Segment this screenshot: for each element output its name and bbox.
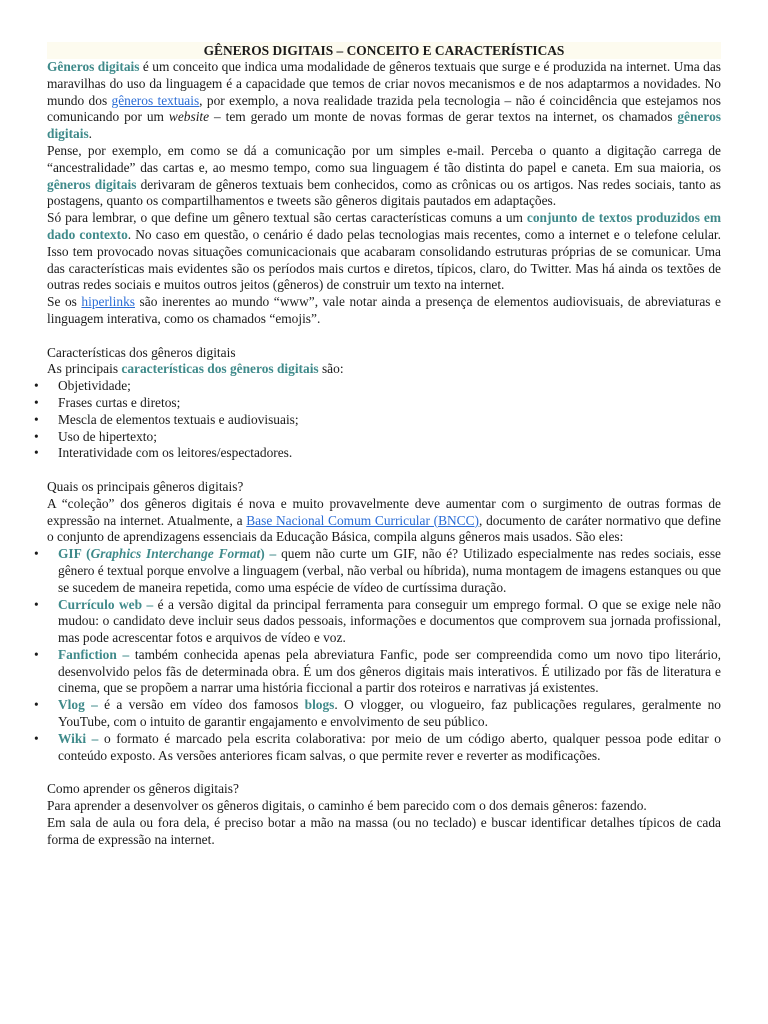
list-item: • Mescla de elementos textuais e audiovisuais; <box>47 412 721 429</box>
text-span: são inerentes ao mundo “www”, vale notar ainda a presença de elementos audiovisuais, de abreviaturas e linguagem interativa, como os chamados “emojis”. <box>47 294 721 326</box>
text-span: – tem gerado um monte de novas formas de gerar textos na internet, os chamados <box>209 109 678 125</box>
text-span: Só para lembrar, o que define um gênero textual são certas características comuns a um <box>47 210 527 226</box>
text-span: são: <box>318 361 344 377</box>
term-generos-digitais: gêneros digitais <box>47 109 721 142</box>
text-span: Pense, por exemplo, em como se dá a comunicação por um simples e-mail. Perceba o quanto a digitação carrega de “ancestralidade” das cartas e, ao mesmo tempo, como sua linguagem é tão distinta do papel e caneta. Em sua maioria, os <box>47 142 721 175</box>
intro-paragraph-3 <box>47 210 721 294</box>
list-item: • Uso de hipertexto; <box>47 429 721 446</box>
text-span: A “coleção” dos gêneros digitais é nova e muito provavelmente deve aumentar com o surgimento de outras formas de expressão na internet. Atualmente, a <box>47 495 721 528</box>
genre-description: é a versão em vídeo dos famosos <box>97 697 305 713</box>
list-item: • Interatividade com os leitores/espectadores. <box>47 445 721 462</box>
genre-name: ) – <box>260 546 277 562</box>
document-page <box>47 42 721 848</box>
text-span: é um conceito que indica uma modalidade de gêneros textuais que surge e é produzida na internet. Uma das maravilhas do uso da linguagem é a capacidade que temos de criar novos mecanismos e de nos adaptarmos a novidades. No mundo dos <box>47 59 722 108</box>
features-heading: Características dos gêneros digitais <box>47 344 236 360</box>
genre-name: GIF ( <box>58 546 91 562</box>
genre-description: quem não curte um GIF, não é? Utilizado especialmente nas redes sociais, esse gênero é textual porque envolve a linguagem (verbal, não verbal ou híbrida), numa montagem de imagens estanques ou que se sucedem de maneira repetida, como uma espécie de vídeo de curtíssima duração. <box>58 546 721 595</box>
features-lead <box>47 361 721 378</box>
link-generos-textuais[interactable]: gêneros textuais <box>111 92 200 108</box>
genre-item-curriculo-web <box>47 597 721 647</box>
term-blogs: blogs <box>304 697 335 713</box>
genre-description: também conhecida apenas pela abreviatura Fanfic, pode ser compreendida como um novo tipo literário, desenvolvido pelos fãs de determinada obra. É um dos gêneros digitais mais interativos. É utilizado por fãs de literatura e cinema, que se propõem a narrar uma história ficcional a partir dos roteiros e narrativas já existentes. <box>58 646 722 696</box>
genre-item-wiki <box>47 731 721 765</box>
page-title: GÊNEROS DIGITAIS – CONCEITO E CARACTERÍSTICAS <box>47 42 721 59</box>
features-list <box>47 378 721 462</box>
text-span: , documento de caráter normativo que define o conjunto de aprendizagens essenciais da Educação Básica, compila alguns gêneros mais usados. São eles: <box>47 512 721 545</box>
genres-heading: Quais os principais gêneros digitais? <box>47 478 244 494</box>
spacer <box>47 462 721 479</box>
genre-name: Currículo web – <box>58 596 154 612</box>
intro-paragraph-4 <box>47 294 721 328</box>
genre-description: . O vlogger, ou vlogueiro, faz publicações regulares, geralmente no YouTube, com o intuito de garantir engajamento e envolvimento de seu público. <box>58 697 721 730</box>
genre-name: Wiki – <box>58 730 99 746</box>
genre-name: Fanfiction – <box>58 646 130 662</box>
genre-item-fanfiction <box>47 647 721 697</box>
intro-paragraph-1 <box>47 59 721 143</box>
genres-list <box>47 546 721 764</box>
term-generos-digitais: Gêneros digitais <box>47 59 140 74</box>
genre-item-gif <box>47 546 721 596</box>
italic-website: website <box>168 109 210 125</box>
term-conjunto-de-textos: conjunto de textos produzidos em dado contexto <box>47 210 721 242</box>
learn-heading: Como aprender os gêneros digitais? <box>47 781 239 797</box>
text-span: , por exemplo, a nova realidade trazida pela tecnologia – não é coincidência que estejamos nos comunicando por um <box>47 92 722 125</box>
genre-name: Vlog – <box>58 697 98 713</box>
genres-lead <box>47 496 721 546</box>
intro-paragraph-2 <box>47 143 721 210</box>
link-bncc[interactable]: Base Nacional Comum Curricular (BNCC) <box>246 512 480 528</box>
text-span: . <box>88 126 93 142</box>
list-item: • Frases curtas e diretos; <box>47 395 721 412</box>
genre-item-vlog <box>47 697 721 731</box>
learn-paragraph-1: Para aprender a desenvolver os gêneros digitais, o caminho é bem parecido com o dos demais gêneros: fazendo. <box>47 798 647 814</box>
genre-description: é a versão digital da principal ferramenta para conseguir um emprego formal. O que se exige nele não mudou: o candidato deve incluir seus dados pessoais, informações e documentos que comprovem sua jornada profissional, mas pode acrescentar fotos e arquivos de vídeo e voz. <box>58 596 722 646</box>
spacer <box>47 328 721 345</box>
genre-description: o formato é marcado pela escrita colaborativa: por meio de um código aberto, qualquer pessoa pode editar o conteúdo exposto. As versões anteriores ficam salvas, o que permite rever e reverter as modificações. <box>58 730 721 763</box>
text-span: . No caso em questão, o cenário é dado pelas tecnologias mais recentes, como a internet e o telefone celular. Isso tem provocado novas situações comunicacionais que acabaram consolidando estruturas próprias de se comunicar. Uma das características mais evidentes são os períodos mais curtos e diretos, típicos, claro, do Twitter. Mas há ainda os textões de outras redes sociais e muitos outros jeitos (gêneros) de construir um texto na internet. <box>47 226 721 293</box>
learn-paragraph-2: Em sala de aula ou fora dela, é preciso botar a mão na massa (ou no teclado) e buscar identificar detalhes típicos de cada forma de expressão na internet. <box>47 814 721 847</box>
spacer <box>47 764 721 781</box>
text-span: derivaram de gêneros textuais bem conhecidos, como as crônicas ou os artigos. Nas redes sociais, tanto as postagens, quanto os compartilhamentos e tweets são gêneros digitais pautados em adaptações. <box>47 176 721 209</box>
text-span: As principais <box>47 361 122 377</box>
list-item: • Objetividade; <box>47 378 721 395</box>
text-span: Se os <box>47 294 82 310</box>
term-generos-digitais: gêneros digitais <box>47 176 137 192</box>
link-hiperlinks[interactable]: hiperlinks <box>81 294 135 310</box>
term-caracteristicas: características dos gêneros digitais <box>121 361 319 377</box>
genre-name-italic: Graphics Interchange Format <box>90 546 261 562</box>
